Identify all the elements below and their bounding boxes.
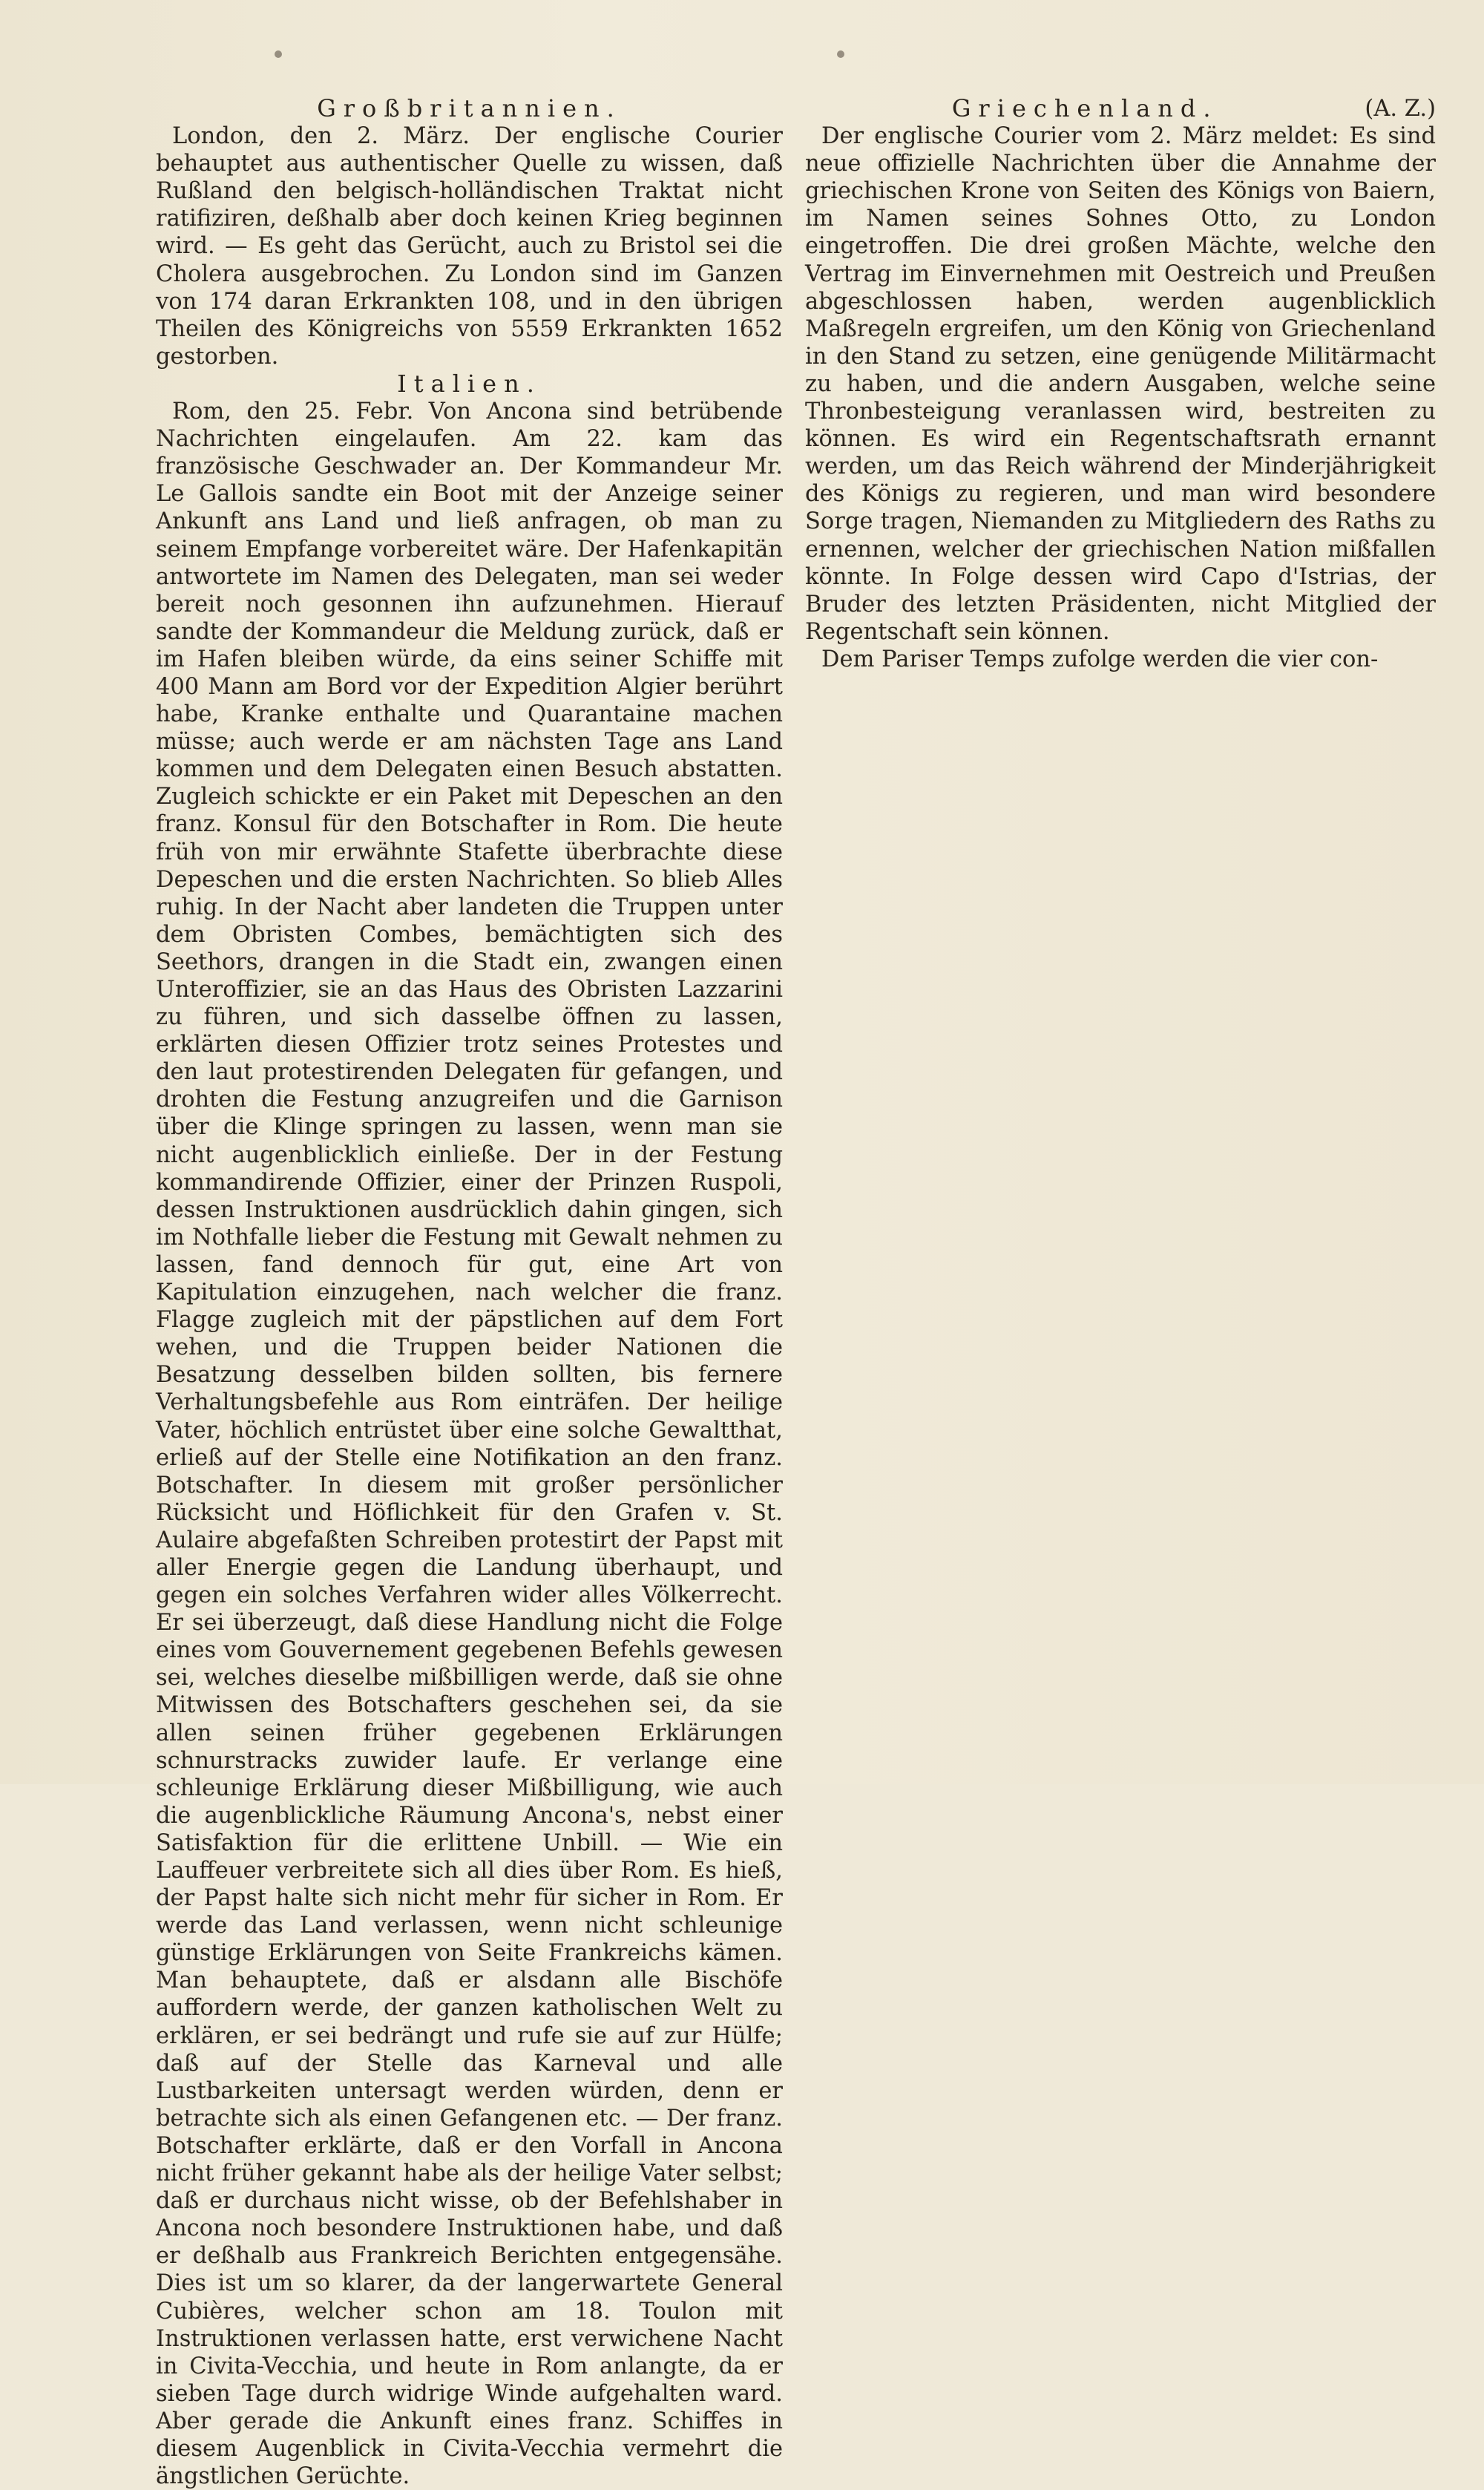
right-column (805, 95, 1436, 673)
page-mark-dot (837, 50, 844, 58)
article-paragraph: London, den 2. März. Der englische Courier behauptet aus authentischer Quelle zu wissen, daß Rußland den belgisch-holländischen Traktat nicht ratifiziren, deßhalb aber doch keinen Krieg beginnen wird. — Es geht das Gerücht, auch zu Bristol sei die Cholera ausgebrochen. Zu London sind im Ganzen von 174 daran Erkrankten 108, und in den übrigen Theilen des Königreichs von 5559 Erkrankten 1652 gestorben. (156, 123, 783, 370)
page-mark-dot (275, 50, 282, 58)
section-heading: Italien. (397, 369, 542, 398)
article-paragraph: Dem Pariser Temps zufolge werden die vier con- (821, 646, 1379, 672)
section-heading: Großbritannien. (317, 94, 622, 122)
article-paragraph: Rom, den 25. Febr. Von Ancona sind betrübende Nachrichten eingelaufen. Am 22. kam das französische Geschwader an. Der Kommandeur Mr. Le Gallois sandte ein Boot mit der Anzeige seiner Ankunft ans Land und ließ anfragen, ob man zu seinem Empfange vorbereitet wäre. Der Hafenkapitän antwortete im Namen des Delegaten, man sei weder bereit noch gesonnen ihn aufzunehmen. Hierauf sandte der Kommandeur die Meldung zurück, daß er im Hafen bleiben würde, da eins seiner Schiffe mit 400 Mann am Bord vor der Expedition Algier berührt habe, Kranke enthalte und Quarantaine machen müsse; auch werde er am nächsten Tage ans Land kommen und dem Delegaten einen Besuch abstatten. Zugleich schickte er ein Paket mit Depeschen an den franz. Konsul für den Botschafter in Rom. Die heute früh von mir erwähnte Stafette überbrachte diese Depeschen und die ersten Nachrichten. So blieb Alles ruhig. In der Nacht aber landeten die Truppen unter dem Obristen Combes, bemächtigten sich des Seethors, drangen in die Stadt ein, zwangen einen Unteroffizier, sie an das Haus des Obristen Lazzarini zu führen, und sich dasselbe öffnen zu lassen, erklärten diesen Offizier trotz seines Protestes und den laut protestirenden Delegaten für gefangen, und drohten die Festung anzugreifen und die Garnison über die Klinge springen zu lassen, wenn man sie nicht augenblicklich einließe. Der in der Festung kommandirende Offizier, einer der Prinzen Ruspoli, dessen Instruktionen ausdrücklich dahin gingen, sich im Nothfalle lieber die Festung mit Gewalt nehmen zu lassen, fand dennoch für gut, eine Art von Kapitulation einzugehen, nach welcher die franz. Flagge zugleich mit der päpstlichen auf dem Fort wehen, und die Truppen beider Nationen die Besatzung desselben bilden sollten, bis fernere Verhaltungsbefehle aus Rom einträfen. Der heilige Vater, höchlich entrüstet über eine solche Gewaltthat, erließ auf der Stelle eine Notifikation an den franz. Botschafter. In diesem mit großer persönlicher Rücksicht und Höflichkeit für den Grafen v. St. Aulaire abgefaßten Schreiben protestirt der Papst mit aller Energie gegen die Landung überhaupt, und gegen ein solches Verfahren wider alles Völkerrecht. Er sei überzeugt, daß diese Handlung nicht die Folge eines vom Gouvernement gegebenen Befehls gewesen sei, welches dieselbe mißbilligen werde, daß sie ohne Mitwissen des Botschafters geschehen sei, da sie allen seinen früher gegebenen Erklärungen schnurstracks zuwider laufe. Er verlange eine schleunige Erklärung dieser Mißbilligung, wie auch die augenblickliche Räumung Ancona's, nebst einer Satisfaktion für die erlittene Unbill. — Wie ein Lauffeuer verbreitete sich all dies über Rom. Es hieß, der Papst halte sich nicht mehr für sicher in Rom. Er werde das Land verlassen, wenn nicht schleunige günstige Erklärungen von Seite Frankreichs kämen. Man behauptete, daß er alsdann alle Bischöfe auffordern werde, der ganzen katholischen Welt zu erklären, er sei bedrängt und rufe sie auf zur Hülfe; daß auf der Stelle das Karneval und alle Lustbarkeiten untersagt werden würden, denn er betrachte sich als einen Gefangenen etc. — Der franz. Botschafter erklärte, daß er den Vorfall in Ancona nicht früher gekannt habe als der heilige Vater selbst; daß er durchaus nicht wisse, ob der Befehlshaber in Ancona noch besondere Instruktionen habe, und daß er deßhalb aus Frankreich Berichten entgegensähe. Dies ist um so klarer, da der langerwartete General Cubières, welcher schon am 18. Toulon mit Instruktionen verlassen hatte, erst verwichene Nacht in Civita-Vecchia, und heute in Rom anlangte, da er sieben Tage durch widrige Winde aufgehalten ward. Aber gerade die Ankunft eines franz. Schiffes in diesem Augenblick in Civita-Vecchia vermehrt die ängstlichen Gerüchte. (156, 399, 783, 2490)
article-signature: (A. Z.) (1365, 96, 1436, 122)
section-heading: Griechenland. (951, 94, 1218, 122)
left-column (156, 95, 783, 2490)
article-paragraph: Der englische Courier vom 2. März meldet: Es sind neue offizielle Nachrichten über die Annahme der griechischen Krone von Seiten des Königs von Baiern, im Namen seines Sohnes Otto, zu London eingetroffen. Die drei großen Mächte, welche den Vertrag im Einvernehmen mit Oestreich und Preußen abgeschlossen haben, werden augenblicklich Maßregeln ergreifen, um den König von Griechenland in den Stand zu setzen, eine genügende Militärmacht zu haben, und die andern Ausgaben, welche seine Thronbesteigung veranlassen wird, bestreiten zu können. Es wird ein Regentschaftsrath ernannt werden, um das Reich während der Minderjährigkeit des Königs zu regieren, und man wird besondere Sorge tragen, Niemanden zu Mitgliedern des Raths zu ernennen, welcher der griechischen Nation mißfallen könnte. In Folge dessen wird Capo d'Istrias, der Bruder des letzten Präsidenten, nicht Mitglied der Regentschaft sein können. (805, 123, 1436, 645)
